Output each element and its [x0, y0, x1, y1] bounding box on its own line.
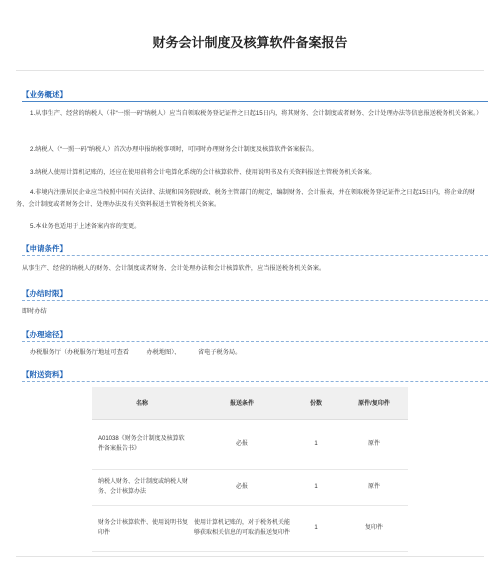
bottom-divider [16, 556, 484, 557]
cell-name: 财务会计核算软件、使用说明书复印件 [92, 505, 192, 551]
attachments-table [92, 387, 408, 552]
cell-type: 原件 [340, 419, 408, 469]
cell-name: 纳税人财务、会计制度或纳税人财务、会计核算办法 [92, 469, 192, 505]
cell-type: 复印件 [340, 505, 408, 551]
cell-count: 1 [292, 505, 340, 551]
e-tax-bureau-link[interactable]: 省电子税务局。 [197, 349, 242, 356]
conditions-text: 从事生产、经营的纳税人的财务、会计制度或者财务、会计处理办法和会计核算软件，应当报送税务机关备案。 [22, 265, 326, 272]
section-header-overview: 【业务概述】 [22, 90, 67, 99]
column-header-name: 名称 [92, 387, 192, 419]
tax-map-link[interactable]: 办税地图）、 [146, 349, 181, 356]
section-divider-attachments [22, 381, 488, 382]
section-header-attachments: 【附送资料】 [22, 370, 67, 379]
cell-condition: 使用计算机记账的，对于税务机关能够获取相关信息的可取消报送复印件 [192, 505, 292, 551]
column-header-count: 份数 [292, 387, 340, 419]
overview-item-2: 2.纳税人（“一照一码”纳税人）首次办理申报纳税事项时，可同时办理财务会计制度及核算软件备案报告。 [30, 146, 318, 153]
cell-type: 原件 [340, 469, 408, 505]
section-divider-time-limit [22, 300, 488, 301]
table-header-row [92, 387, 408, 419]
cell-count: 1 [292, 469, 340, 505]
column-header-type: 原件/复印件 [340, 387, 408, 419]
overview-item-5: 5.本业务也适用于上述备案内容的变更。 [30, 223, 141, 230]
cell-condition: 必报 [192, 469, 292, 505]
page-title: 财务会计制度及核算软件备案报告 [152, 35, 348, 50]
cell-name: A01038《财务会计制度及核算软件备案报告书》 [92, 419, 192, 469]
section-divider-overview [22, 101, 488, 102]
section-header-channel: 【办理途径】 [22, 330, 67, 339]
overview-item-4: 4.非境内注册居民企业应当按照中国有关法律、法规和国务院财政、税务主管部门的规定，编制财务、会计报表，并在领取税务登记证件之日起15日内，将企业的财务、会计制度或者财务会计、处理办法及有关资料报送主管税务机关备案。 [16, 189, 476, 208]
overview-item-1: 1.从事生产、经营的纳税人（非“一照一码”纳税人）应当自领取税务登记证件之日起15日内，将其财务、会计制度或者财务、会计处理办法等信息报送税务机关备案。） [30, 110, 483, 117]
cell-count: 1 [292, 419, 340, 469]
title-divider [16, 70, 484, 71]
section-divider-conditions [22, 255, 488, 256]
table-row [92, 505, 408, 551]
table-row [92, 419, 408, 469]
section-divider-channel [22, 341, 488, 342]
time-limit-text: 即时办结 [22, 308, 47, 315]
section-header-time-limit: 【办结时限】 [22, 289, 67, 298]
channel-hall-text: 办税服务厅（办税服务厅地址可查看 [30, 349, 129, 356]
overview-item-3: 3.纳税人使用计算机记账的，还应在使用前将会计电算化系统的会计核算软件、使用说明书及有关资料报送主管税务机关备案。 [30, 169, 376, 176]
section-header-conditions: 【申请条件】 [22, 244, 67, 253]
channel-text [30, 347, 500, 359]
column-header-condition: 报送条件 [192, 387, 292, 419]
cell-condition: 必报 [192, 419, 292, 469]
table-row [92, 469, 408, 505]
